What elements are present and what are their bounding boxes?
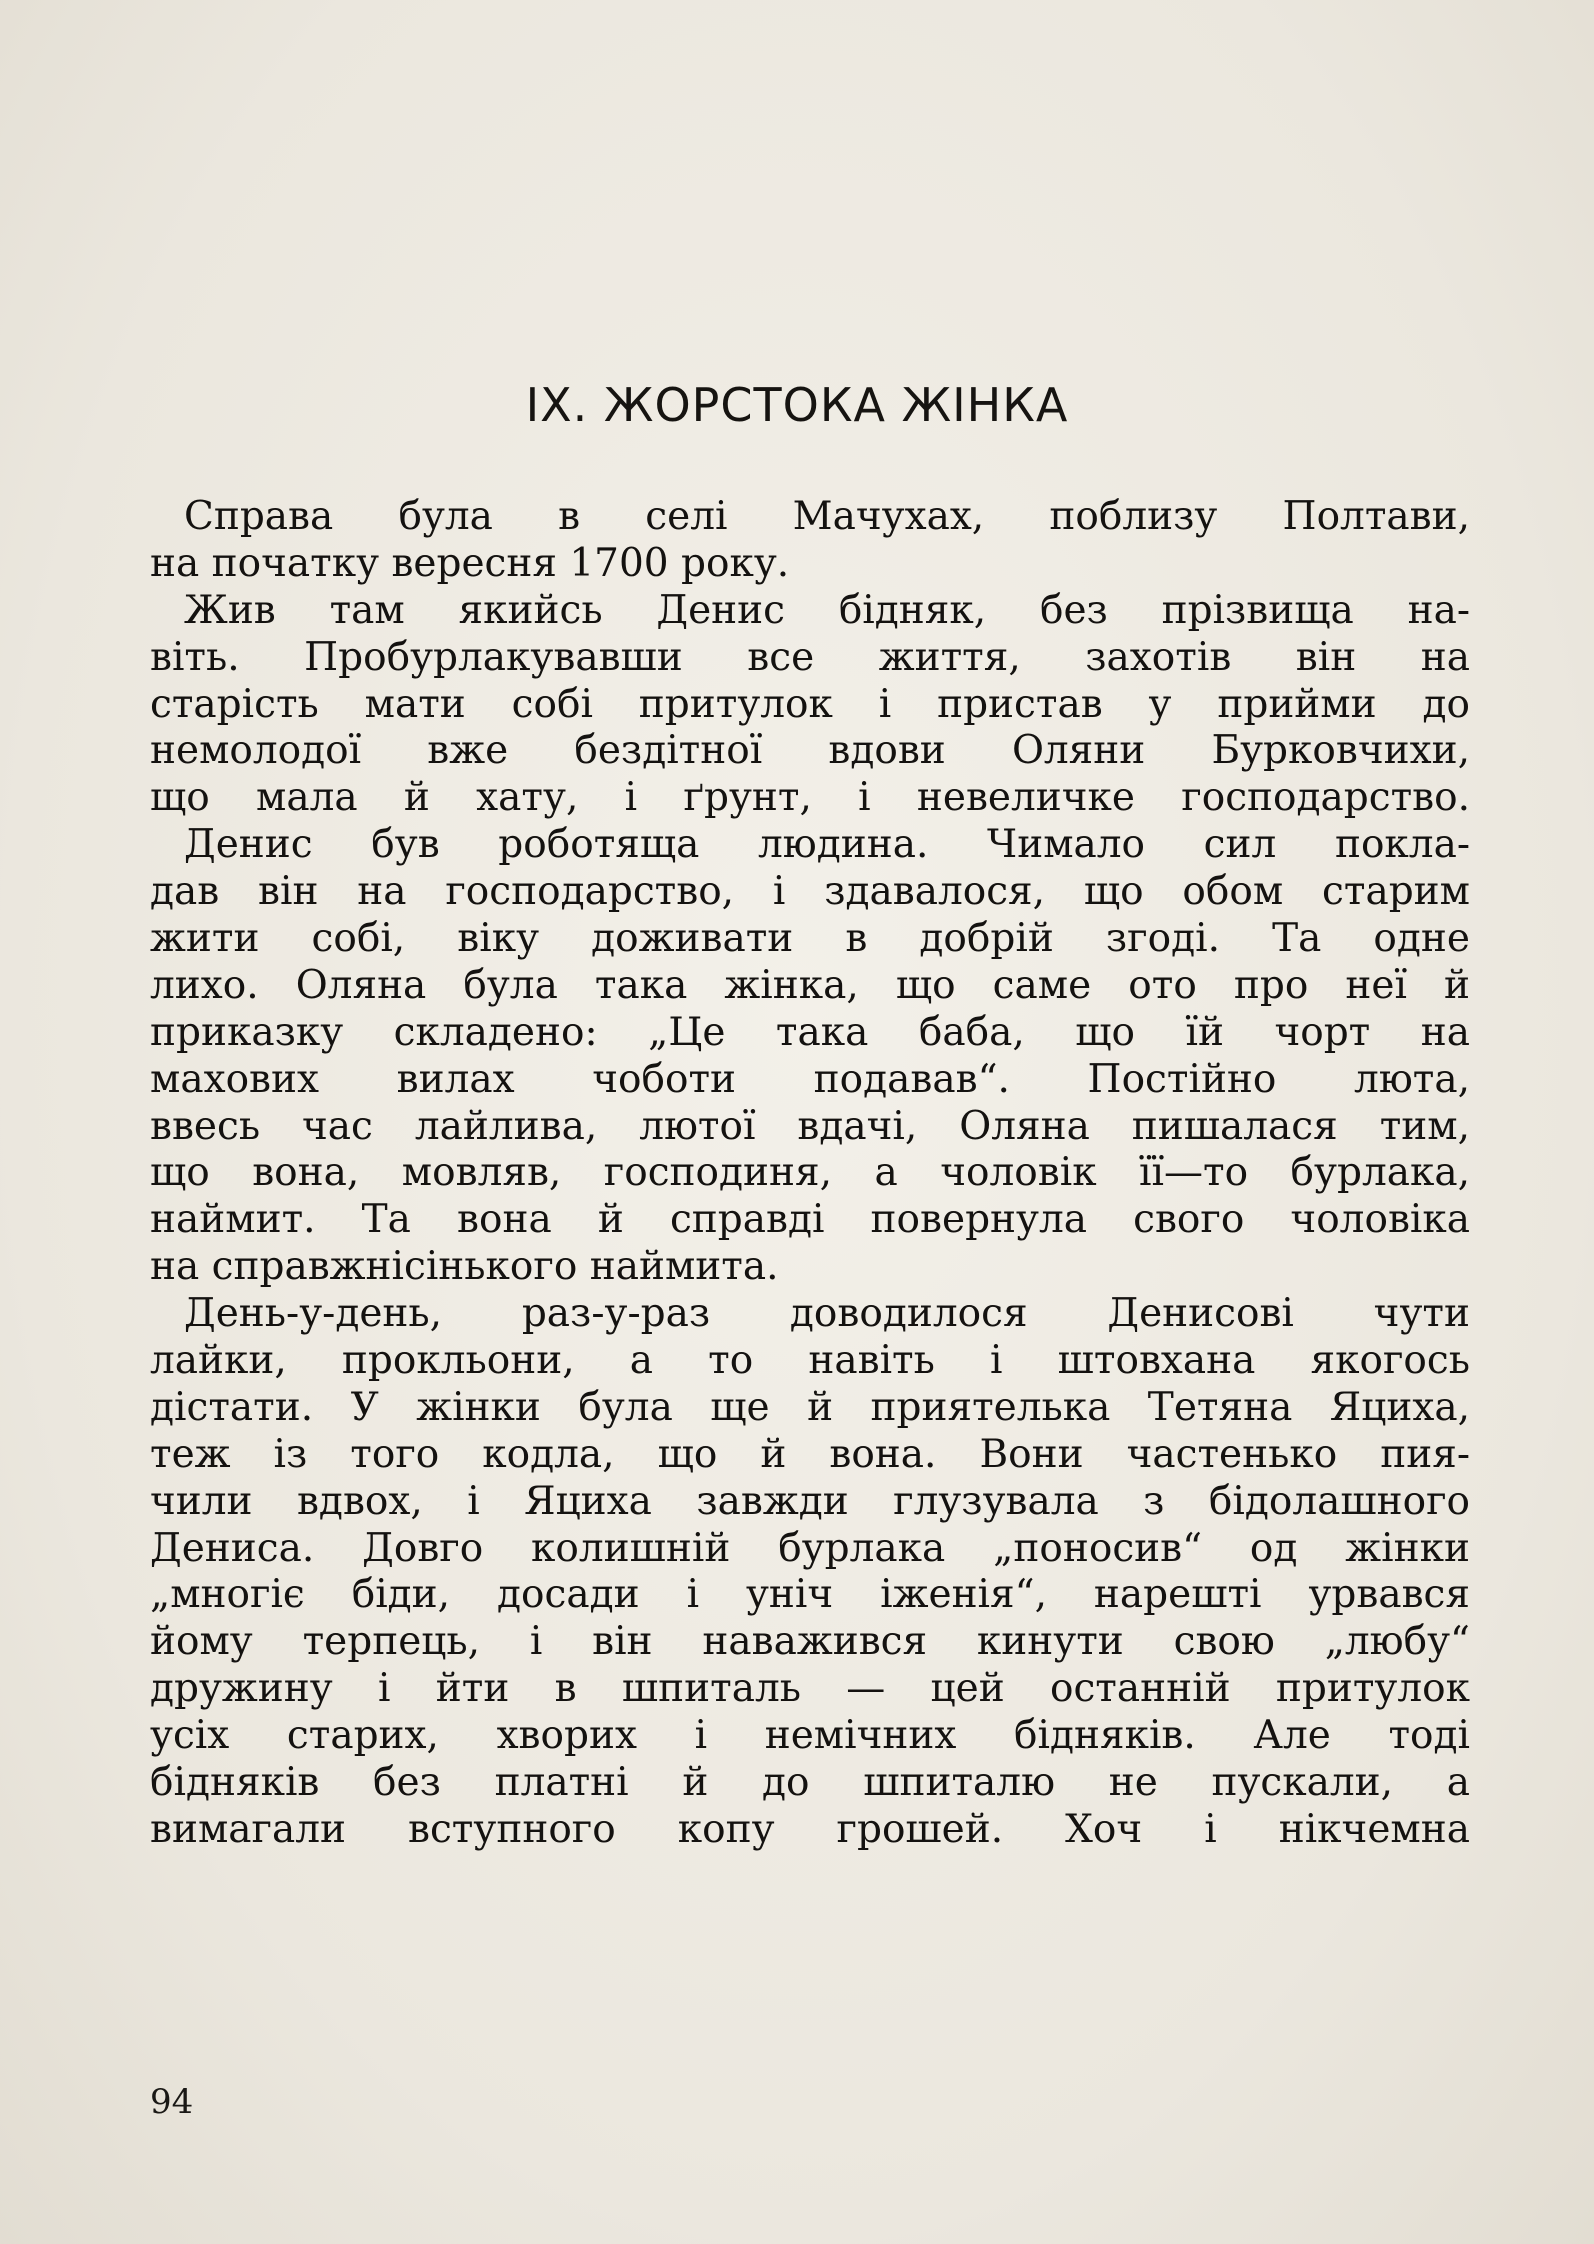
text-line: старість мати собі притулок і пристав у прийми до [150,681,1470,727]
text-line: дружину і йти в шпиталь — цей останній притулок [150,1666,1470,1712]
text-line: йому терпець, і він наважився кинути свою „любу“ [150,1619,1470,1665]
text-line: дістати. У жінки була ще й приятелька Тетяна Яциха, [150,1384,1470,1430]
text-line: День-у-день, раз-у-раз доводилося Денисові чути [184,1291,1470,1337]
text-line: Денис був роботяща людина. Чимало сил покла- [184,822,1470,868]
text-line: лихо. Оляна була така жінка, що саме ото про неї й [150,962,1470,1008]
text-line: дав він на господарство, і здавалося, що обом старим [150,869,1470,915]
text-line: що мала й хату, і ґрунт, і невеличке господарство. [150,775,1470,821]
text-line: жити собі, віку доживати в добрій згоді. Та одне [150,916,1470,962]
text-line: теж із того кодла, що й вона. Вони частенько пия- [150,1431,1470,1477]
text-line: махових вилах чоботи подавав“. Постійно люта, [150,1056,1470,1102]
text-line: віть. Пробурлакувавши все життя, захотів він на [150,634,1470,680]
text-line: вимагали вступного копу грошей. Хоч і нікчемна [150,1806,1470,1852]
text-line: чили вдвох, і Яциха завжди глузувала з бідолашного [150,1478,1470,1524]
text-line: Дениса. Довго колишній бурлака „поносив“ од жінки [150,1525,1470,1571]
text-line: на початку вересня 1700 року. [150,540,790,586]
text-line: приказку складено: „Це така баба, що їй чорт на [150,1009,1470,1055]
page-number: 94 [150,2082,194,2122]
text-line: наймит. Та вона й справді повернула свого чоловіка [150,1197,1470,1243]
body-text [150,494,1470,1854]
text-line: бідняків без платні й до шпиталю не пускали, а [150,1760,1470,1806]
text-line: Жив там якийсь Денис бідняк, без прізвища на- [184,587,1470,633]
chapter-title: IX. ЖОРСТОКА ЖІНКА [525,378,1069,432]
text-line: „многіє біди, досади і уніч іженія“, нарешті урвався [150,1572,1470,1618]
text-line: немолодої вже бездітної вдови Оляни Бурковчихи, [150,728,1470,774]
text-line: лайки, прокльони, а то навіть і штовхана якогось [150,1338,1470,1384]
text-line: на справжнісінького наймита. [150,1244,779,1290]
text-line: що вона, мовляв, господиня, а чоловік її—то бурлака, [150,1150,1470,1196]
text-line: Справа була в селі Мачухах, поблизу Полтави, [184,494,1470,539]
text-line: усіх старих, хворих і немічних бідняків. Але тоді [150,1713,1470,1759]
text-line: ввесь час лайлива, лютої вдачі, Оляна пишалася тим, [150,1103,1470,1149]
